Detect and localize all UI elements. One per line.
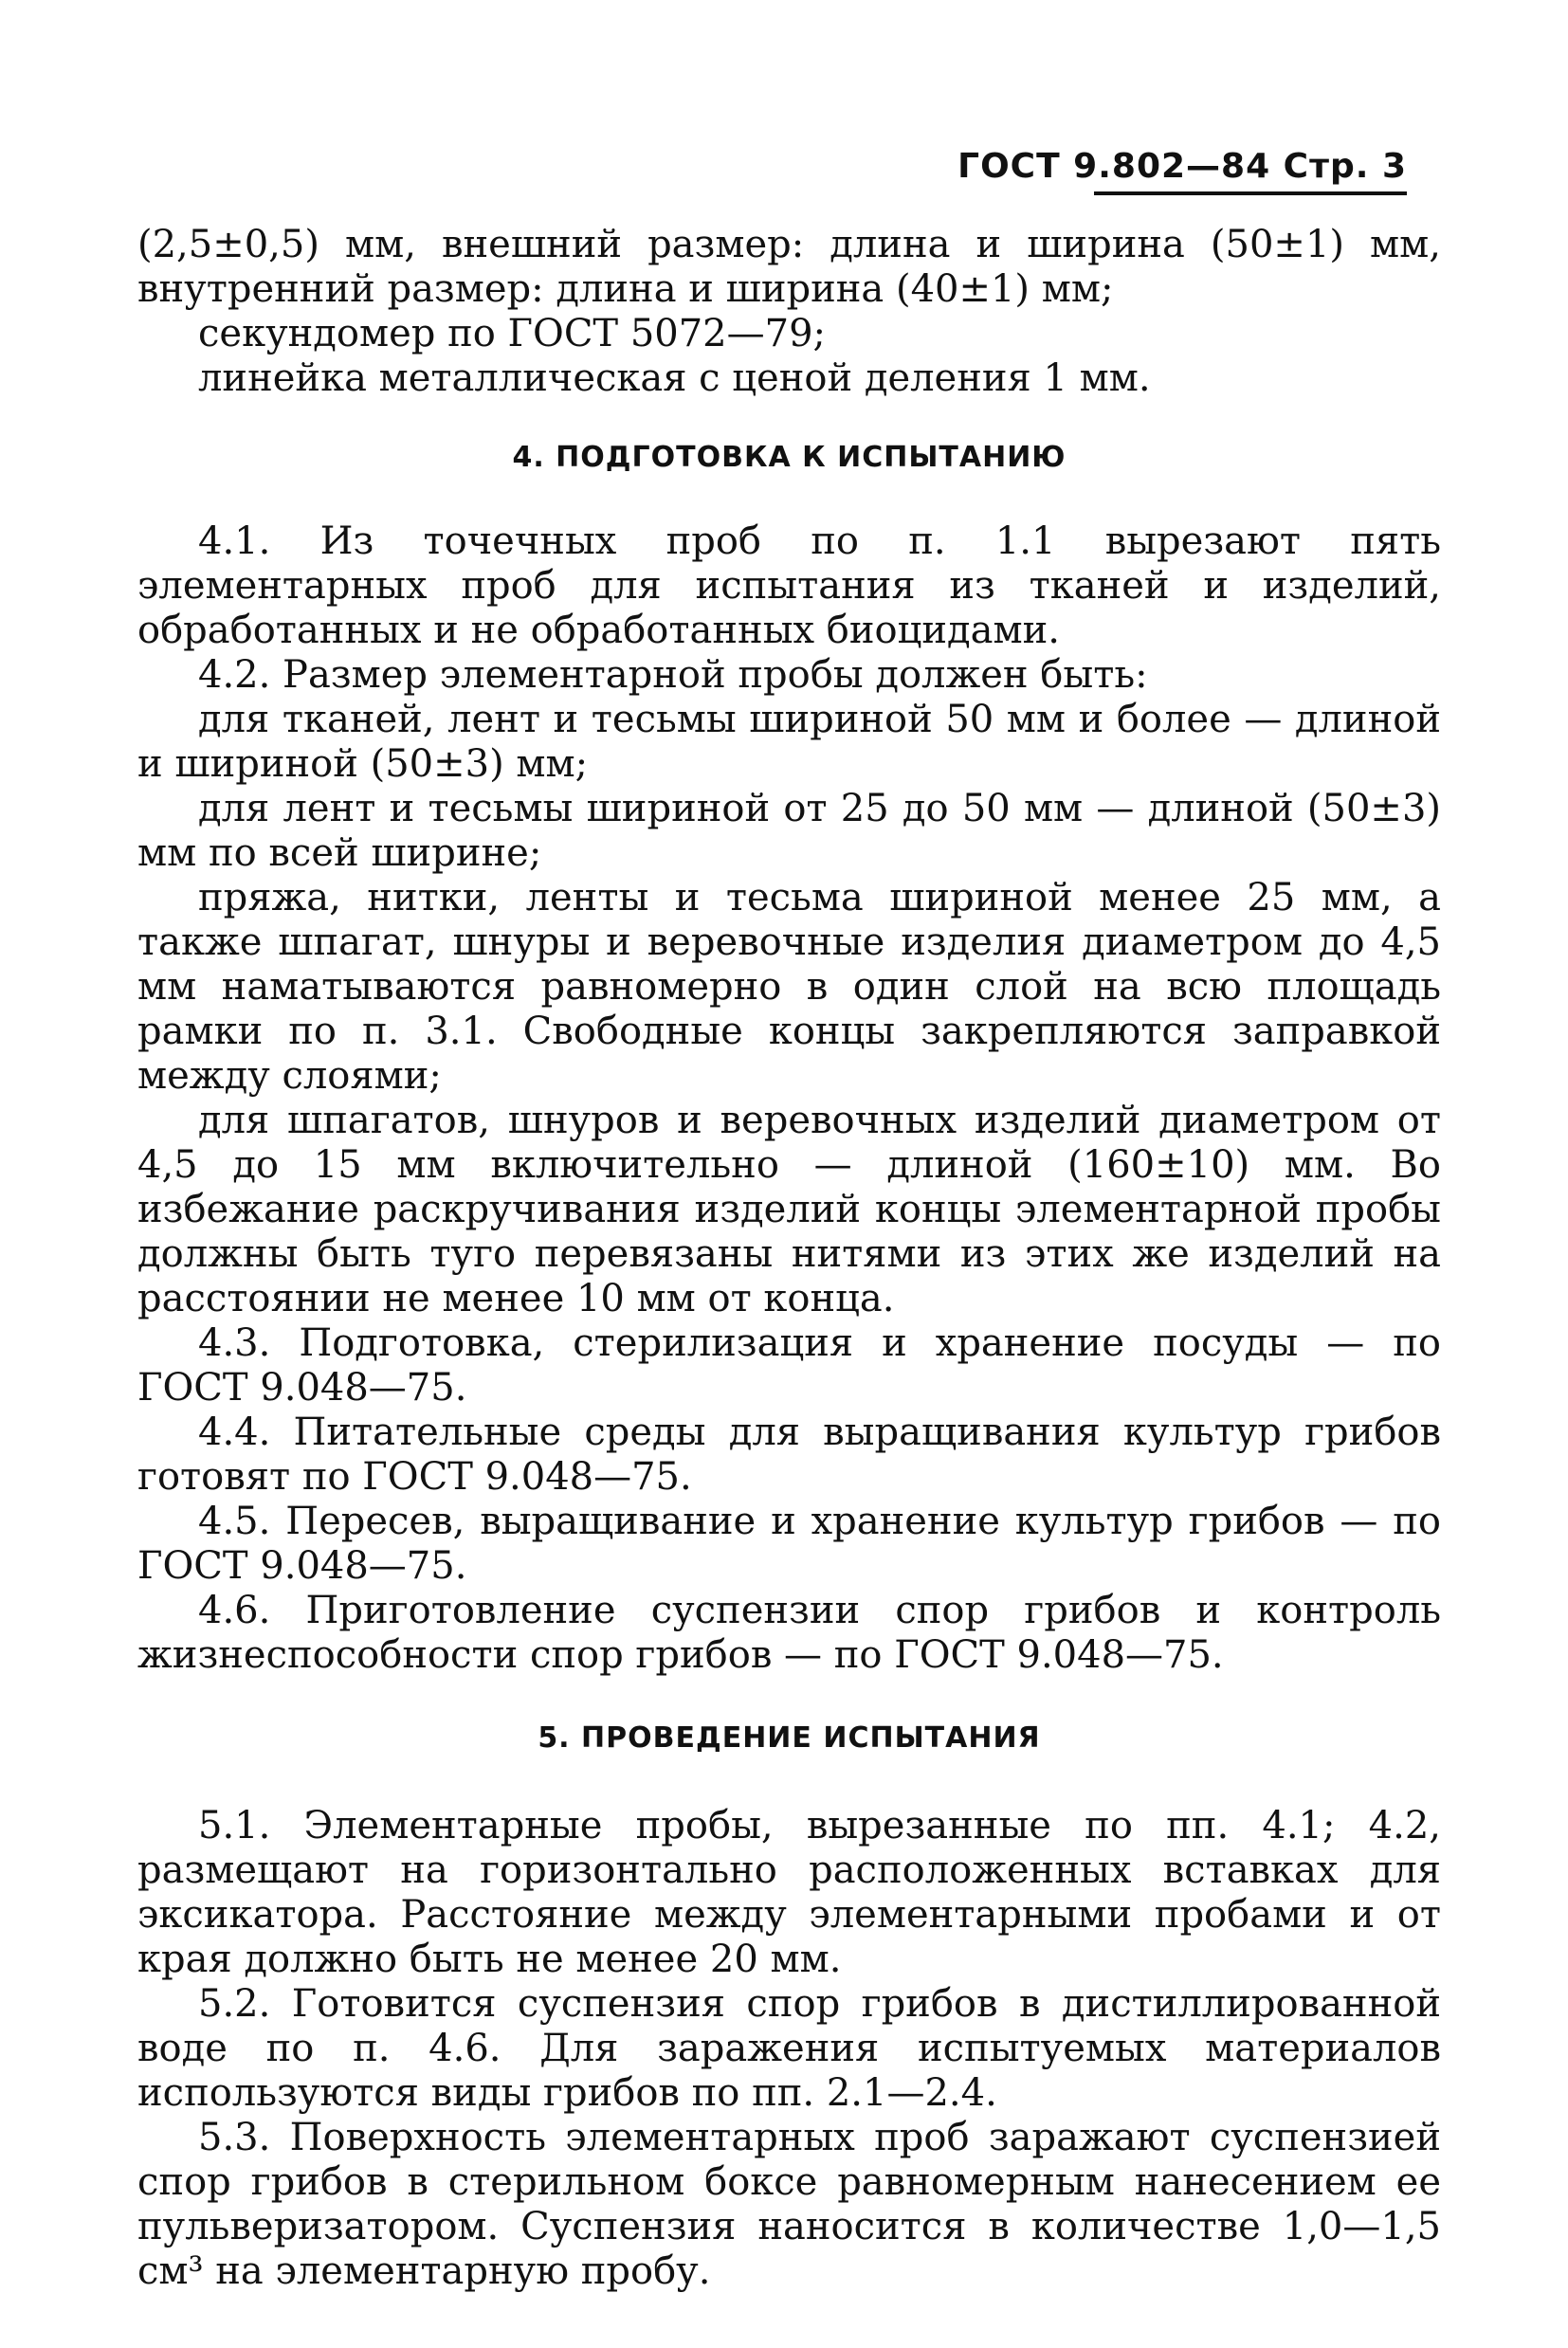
section-heading-4: 4. ПОДГОТОВКА К ИСПЫТАНИЮ (512, 441, 1067, 474)
header-rule (1094, 191, 1407, 195)
paragraph-intro-2: секундомер по ГОСТ 5072—79; (198, 312, 826, 355)
paragraph-intro-1: (2,5±0,5) мм, внешний размер: длина и ширина (50±1) мм, внутренний размер: длина и ширина (40±1) мм; (137, 223, 1441, 311)
paragraph-4-3: 4.3. Подготовка, стерилизация и хранение посуды — по ГОСТ 9.048—75. (137, 1321, 1441, 1410)
paragraph-4-5: 4.5. Пересев, выращивание и хранение культур грибов — по ГОСТ 9.048—75. (137, 1500, 1441, 1588)
paragraph-4-6: 4.6. Приготовление суспензии спор грибов и контроль жизнеспособности спор грибов — по ГОСТ 9.048—75. (137, 1589, 1441, 1677)
paragraph-5-3: 5.3. Поверхность элементарных проб заражают суспензией спор грибов в стерильном боксе равномерным нанесением ее пульверизатором. Суспензия наносится в количестве 1,0—1,5 см³ на элементарную пробу. (137, 2116, 1441, 2293)
paragraph-4-2-twine: для шпагатов, шнуров и веревочных изделий диаметром от 4,5 до 15 мм включительно — длиной (160±10) мм. Во избежание раскручивания изделий концы элементарной пробы должны быть туго перевязаны нитями из этих же изделий на расстоянии не менее 10 мм от конца. (137, 1099, 1441, 1320)
running-header: ГОСТ 9.802—84 Стр. 3 (957, 147, 1407, 186)
paragraph-4-2-yarn: пряжа, нитки, ленты и тесьма шириной менее 25 мм, а также шпагат, шнуры и веревочные изделия диаметром до 4,5 мм наматываются равномерно в один слой на всю площадь рамки по п. 3.1. Свободные концы закрепляются заправкой между слоями; (137, 876, 1441, 1098)
body-text (137, 223, 1441, 2294)
paragraph-4-2-tapes: для лент и тесьмы шириной от 25 до 50 мм — длиной (50±3) мм по всей ширине; (137, 787, 1441, 875)
paragraph-5-2: 5.2. Готовится суспензия спор грибов в дистиллированной воде по п. 4.6. Для заражения испытуемых материалов используются виды грибов по пп. 2.1—2.4. (137, 1982, 1441, 2115)
paragraph-intro-3: линейка металлическая с ценой деления 1 мм. (198, 356, 1151, 400)
paragraph-4-2-fabrics: для тканей, лент и тесьмы шириной 50 мм и более — длиной и шириной (50±3) мм; (137, 698, 1441, 786)
paragraph-4-2: 4.2. Размер элементарной пробы должен быть: (198, 653, 1148, 697)
paragraph-4-1: 4.1. Из точечных проб по п. 1.1 вырезают пять элементарных проб для испытания из тканей и изделий, обработанных и не обработанных биоцидами. (137, 519, 1441, 652)
paragraph-5-1: 5.1. Элементарные пробы, вырезанные по пп. 4.1; 4.2, размещают на горизонтально расположенных вставках для эксикатора. Расстояние между элементарными пробами и от края должно быть не менее 20 мм. (137, 1804, 1441, 1981)
paragraph-4-4: 4.4. Питательные среды для выращивания культур грибов готовят по ГОСТ 9.048—75. (137, 1411, 1441, 1499)
section-heading-5: 5. ПРОВЕДЕНИЕ ИСПЫТАНИЯ (538, 1721, 1041, 1755)
